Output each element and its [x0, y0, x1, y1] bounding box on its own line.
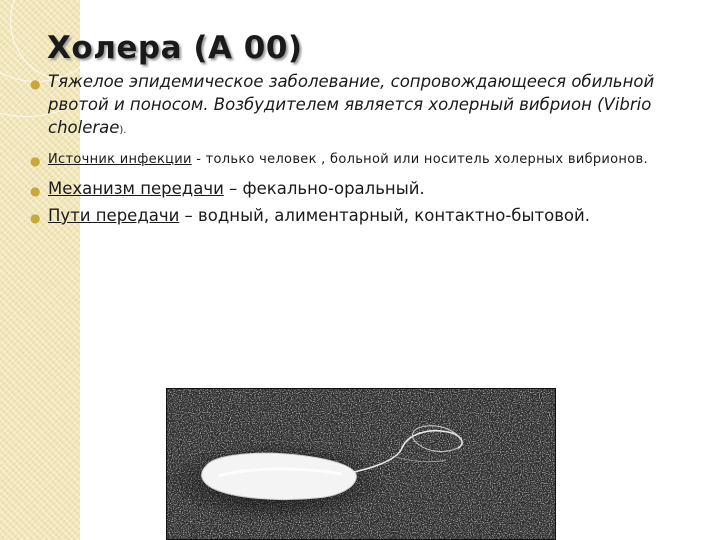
vibrio-micrograph-image: [166, 388, 556, 540]
bullet-list: [30, 70, 680, 227]
source-text: - только человек , больной или носитель холерных вибрионов.: [191, 152, 648, 167]
mechanism-term: Механизм передачи: [48, 179, 224, 198]
bullet-mechanism: [30, 177, 680, 200]
bullet-definition: [30, 70, 680, 142]
routes-text: – водный, алиментарный, контактно-бытовой.: [179, 206, 590, 225]
slide-title: Холера (А 00): [47, 30, 303, 66]
bullet-routes: [30, 204, 680, 227]
bullet-source: [30, 151, 680, 169]
bullet-icon: ●: [30, 154, 41, 168]
bullet-icon: ●: [30, 184, 41, 198]
routes-term: Пути передачи: [48, 206, 180, 225]
bullet-icon: ●: [30, 77, 41, 91]
mechanism-text: – фекально-оральный.: [223, 179, 425, 198]
bullet-icon: ●: [30, 211, 41, 225]
definition-tail: ).: [119, 125, 127, 136]
source-term: Источник инфекции: [48, 152, 192, 167]
definition-text: Тяжелое эпидемическое заболевание, сопровождающееся обильной рвотой и поносом. Возбудителем является холерный вибрион (Vibrio cholerae: [48, 72, 655, 137]
